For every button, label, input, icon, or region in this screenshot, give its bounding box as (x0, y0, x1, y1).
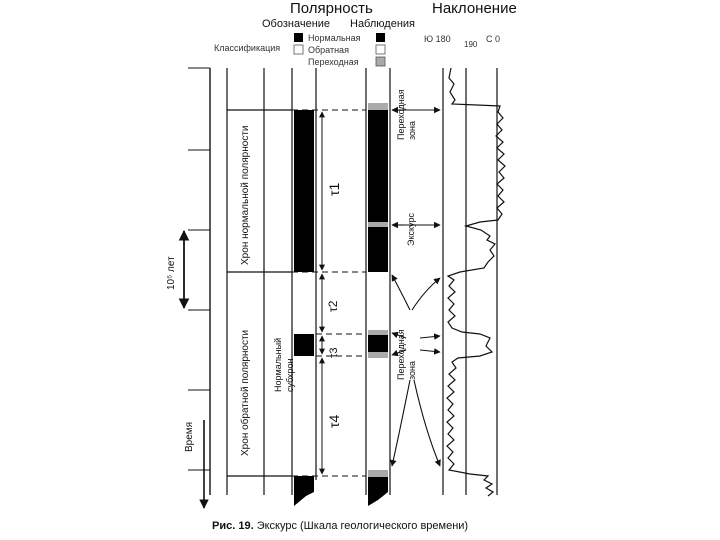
observation-transition-mid-1 (368, 330, 388, 335)
observation-normal-block-top (368, 110, 388, 272)
observations-header: Наблюдения (350, 18, 416, 30)
observation-excursion-mark (368, 222, 388, 227)
figure-caption (212, 520, 468, 532)
observation-transition-bottom (368, 470, 388, 477)
observation-transition-top (368, 103, 388, 110)
classification-label: Классификация (214, 43, 281, 53)
subchron-label: Нормальный субхрон (273, 337, 295, 392)
column-lines (227, 68, 497, 495)
legend-transition-observation-swatch (376, 57, 385, 66)
north-0-label: С 0 (486, 34, 501, 44)
observation-transition-mid-2 (368, 352, 388, 358)
legend-normal-designation-swatch (294, 33, 303, 42)
excursion-label: Экскурс (406, 213, 416, 246)
designation-normal-chron-block (294, 110, 314, 272)
mid-190-label: 190 (464, 40, 478, 49)
annotation-arrows (392, 110, 440, 466)
time-scale-label: 10⁵ лет (166, 256, 177, 290)
figure-caption-text: Экскурс (Шкала геологического времени) (256, 520, 469, 532)
inclination-title: Наклонение (432, 0, 517, 17)
transition-zone-top-label: Переходная зона (396, 89, 417, 140)
designation-subchron-block (294, 334, 314, 356)
chron-reverse-label: Хрон обратной полярности (240, 329, 251, 456)
polarity-title: Полярность (290, 0, 373, 17)
legend-normal-label: Нормальная (308, 33, 361, 43)
tau3-label: τ3 (328, 347, 340, 358)
left-axis-ticks (188, 68, 210, 470)
legend-reverse-label: Обратная (308, 45, 349, 55)
chron-boundaries (227, 110, 292, 476)
figure-caption-prefix: Рис. 19. (212, 520, 254, 532)
south-180-label: Ю 180 (424, 34, 451, 44)
legend-reverse-designation-swatch (294, 45, 303, 54)
tau1-label: τ1 (326, 182, 342, 196)
tau4-label: τ4 (326, 414, 342, 428)
inclination-trace (447, 68, 505, 496)
tau2-label: τ2 (326, 300, 340, 312)
legend-transition-label: Переходная (308, 57, 359, 67)
time-label: Время (184, 421, 195, 452)
designation-bottom-normal-block (294, 476, 314, 506)
chron-normal-label: Хрон нормальной полярности (240, 125, 251, 265)
legend-reverse-observation-swatch (376, 45, 385, 54)
observation-normal-block-bottom (368, 477, 388, 506)
legend-normal-observation-swatch (376, 33, 385, 42)
transition-zone-mid-label: Переходная зона (396, 329, 417, 380)
designation-header: Обозначение (262, 18, 331, 30)
